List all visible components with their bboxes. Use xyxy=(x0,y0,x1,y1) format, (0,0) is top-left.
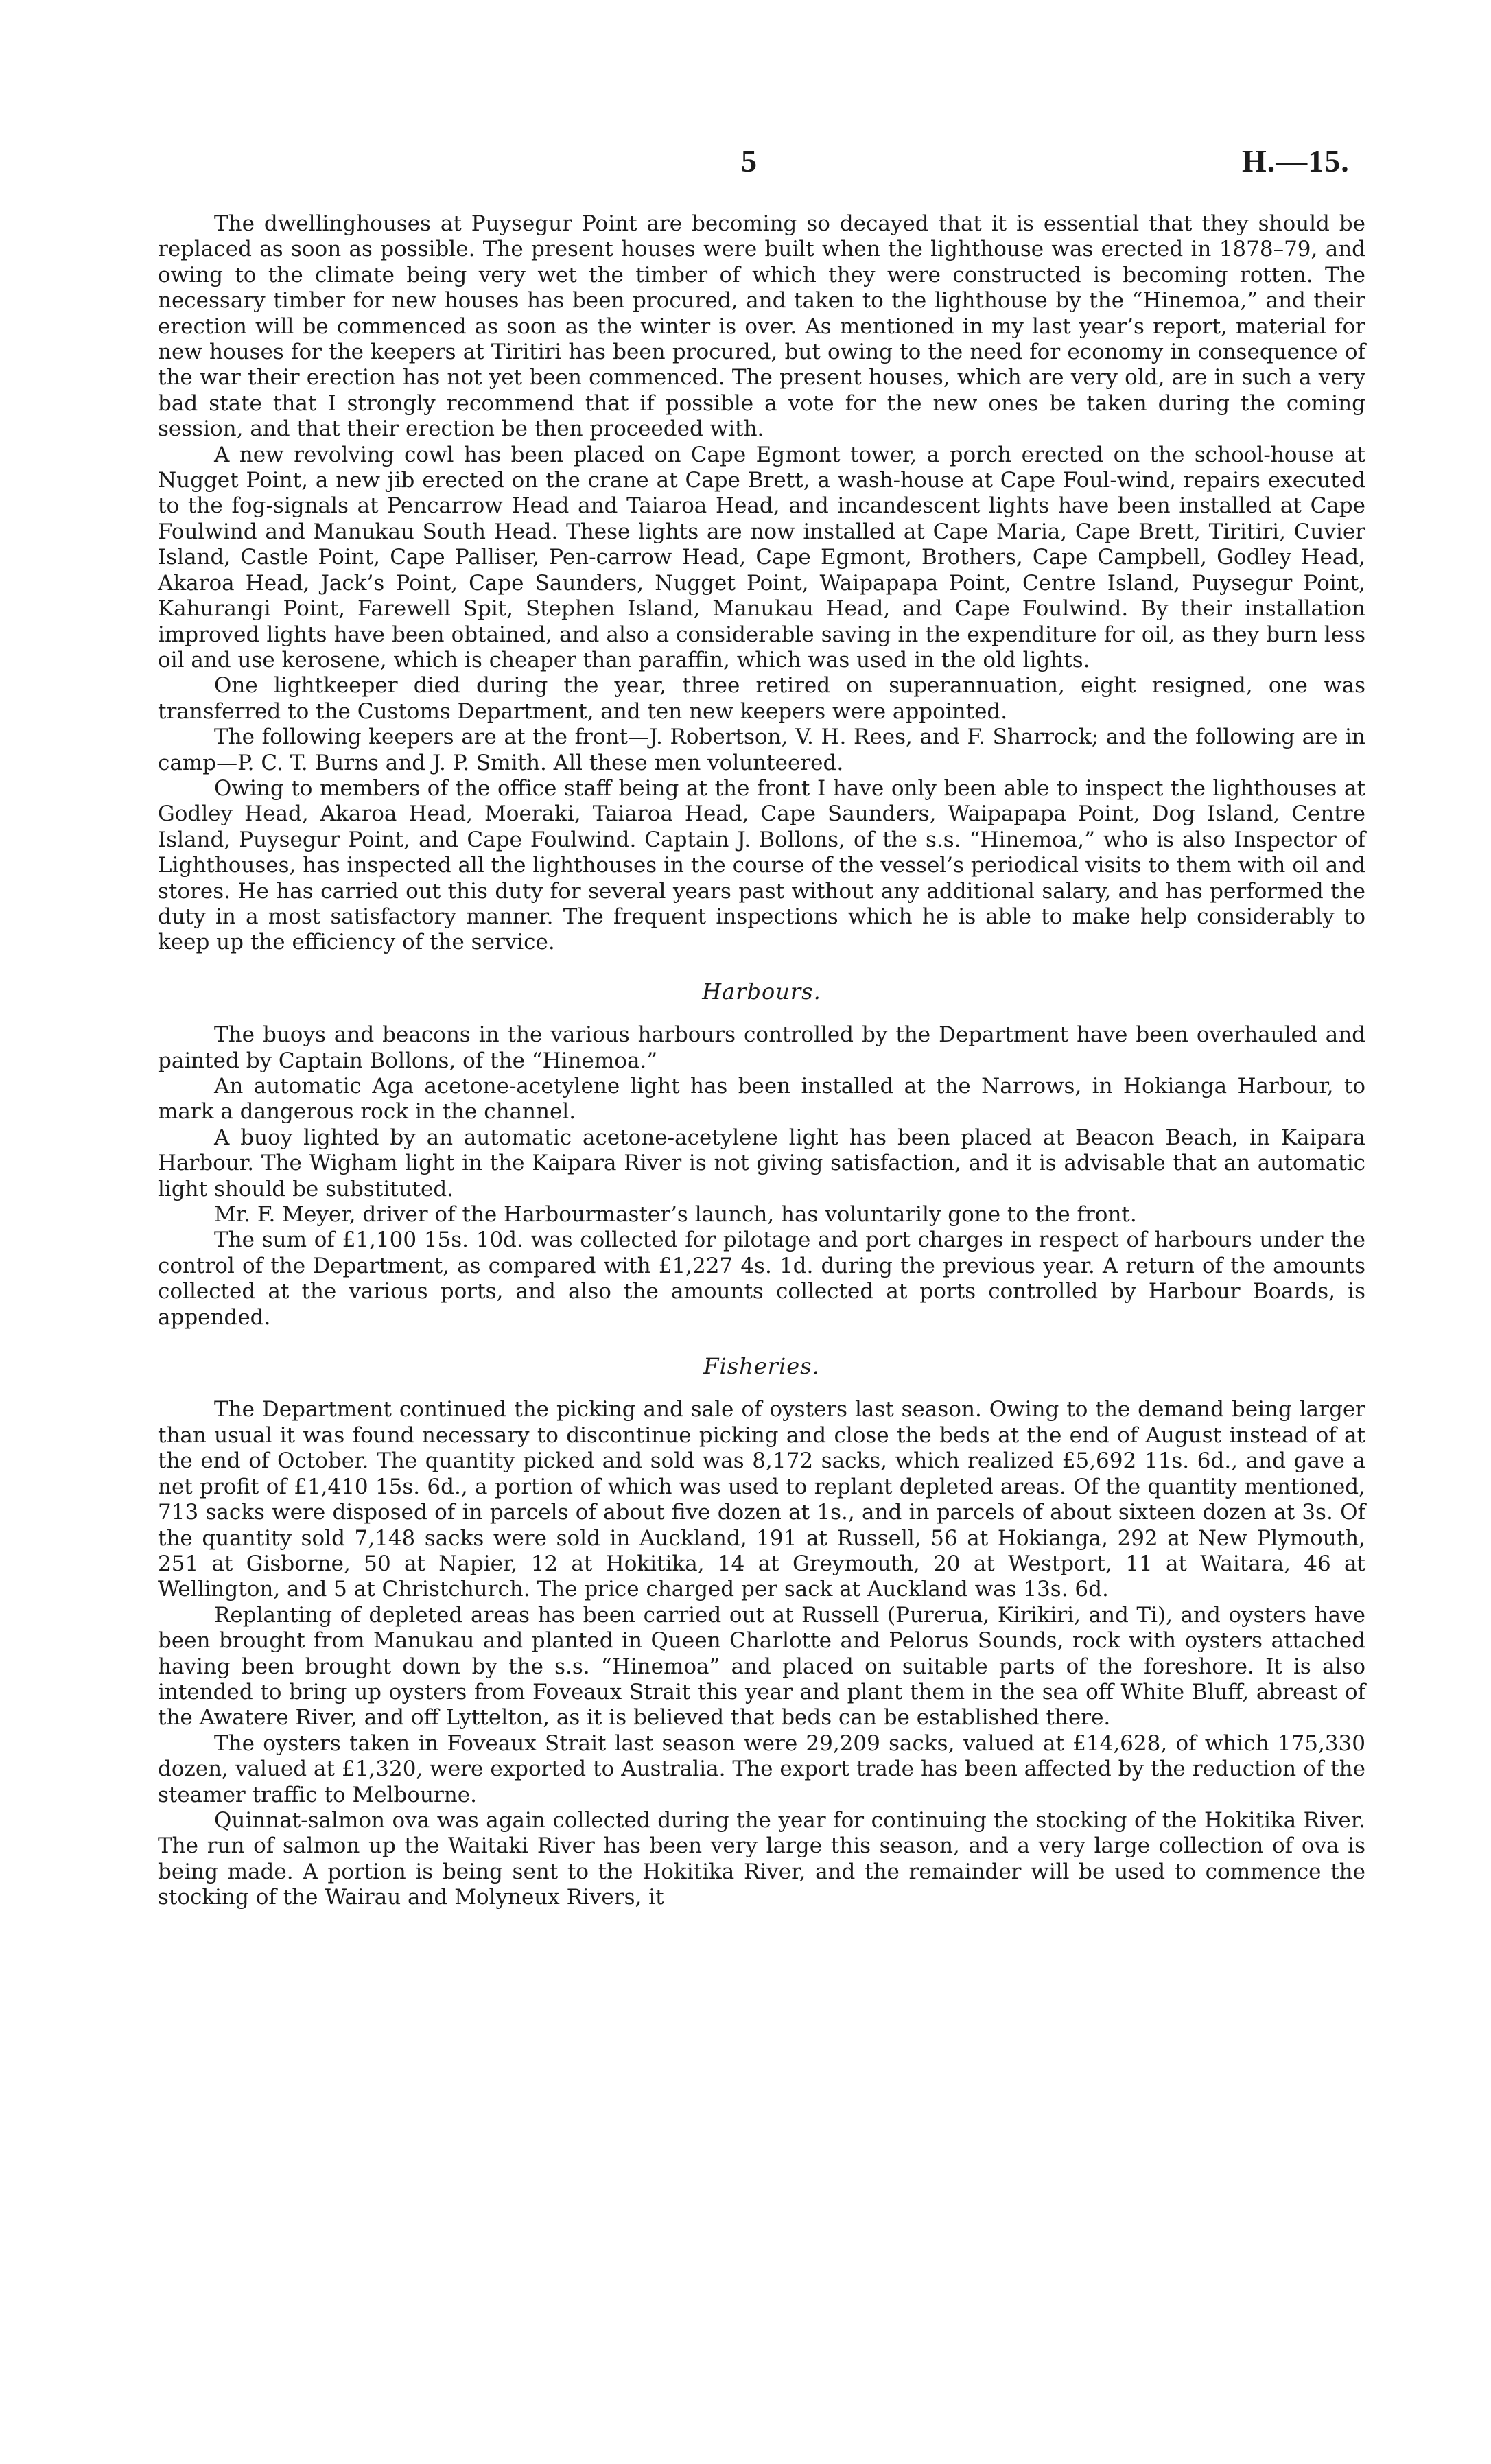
paragraph: Owing to members of the office staff being at the front I have only been able to inspect the lighthouses at Godley Head, Akaroa Head, Moeraki, Taiaroa Head, Cape Saunders, Waipapapa Point, Dog Island, Centre Island, Puysegur Point, and Cape Foulwind. Captain J. Bollons, of the s.s. “Hinemoa,” who is also Inspector of Lighthouses, has inspected all the lighthouses in the course of the vessel’s periodical visits to them with oil and stores. He has carried out this duty for several years past without any additional salary, and has performed the duty in a most satisfactory manner. The frequent inspections which he is able to make help considerably to keep up the efficiency of the service. xyxy=(158,775,1365,955)
paragraph: Quinnat-salmon ova was again collected during the year for continuing the stocking of the Hokitika River. The run of salmon up the Waitaki River has been very large this season, and a very large collection of ova is being made. A portion is being sent to the Hokitika River, and the remainder will be used to commence the stocking of the Wairau and Molyneux Rivers, it xyxy=(158,1807,1365,1910)
paragraph: The following keepers are at the front—J. Robertson, V. H. Rees, and F. Sharrock; and the following are in camp—P. C. T. Burns and J. P. Smith. All these men volunteered. xyxy=(158,725,1365,775)
paragraph: The sum of £1,100 15s. 10d. was collected for pilotage and port charges in respect of harbours under the control of the Department, as compared with £1,227 4s. 1d. during the previous year. A return of the amounts collected at the various ports, and also the amounts collected at ports controlled by Harbour Boards, is appended. xyxy=(158,1228,1365,1330)
document-body xyxy=(158,211,1365,1911)
paragraph: An automatic Aga acetone-acetylene light has been installed at the Narrows, in Hokianga Harbour, to mark a dangerous rock in the channel. xyxy=(158,1074,1365,1125)
paragraph: A buoy lighted by an automatic acetone-acetylene light has been placed at Beacon Beach, in Kaipara Harbour. The Wigham light in the Kaipara River is not giving satisfaction, and it is advisable that an automatic light should be substituted. xyxy=(158,1125,1365,1201)
page-reference: H.—15. xyxy=(1242,143,1350,178)
section-heading-harbours: Harbours. xyxy=(702,978,821,1005)
paragraph: Mr. F. Meyer, driver of the Harbourmaster’s launch, has voluntarily gone to the front. xyxy=(214,1202,1137,1228)
paragraph: The Department continued the picking and sale of oysters last season. Owing to the demand being larger than usual it was found necessary to discontinue picking and close the beds at the end of August instead of at the end of October. The quantity picked and sold was 8,172 sacks, which realized £5,692 11s. 6d., and gave a net profit of £1,410 15s. 6d., a portion of which was used to replant depleted areas. Of the quantity mentioned, 713 sacks were disposed of in parcels of about five dozen at 1s., and in parcels of about sixteen dozen at 3s. Of the quantity sold 7,148 sacks were sold in Auckland, 191 at Russell, 56 at Hokianga, 292 at New Plymouth, 251 at Gisborne, 50 at Napier, 12 at Hokitika, 14 at Greymouth, 20 at Westport, 11 at Waitara, 46 at Wellington, and 5 at Christchurch. The price charged per sack at Auckland was 13s. 6d. xyxy=(158,1397,1365,1602)
paragraph: The buoys and beacons in the various harbours controlled by the Department have been overhauled and painted by Captain Bollons, of the “Hinemoa.” xyxy=(158,1022,1365,1073)
paragraph: The oysters taken in Foveaux Strait last season were 29,209 sacks, valued at £14,628, of which 175,330 dozen, valued at £1,320, were exported to Australia. The export trade has been affected by the reduction of the steamer traffic to Melbourne. xyxy=(158,1730,1365,1807)
page-number: 5 xyxy=(741,143,757,178)
paragraph: Replanting of depleted areas has been carried out at Russell (Purerua, Kirikiri, and Ti), and oysters have been brought from Manukau and planted in Queen Charlotte and Pelorus Sounds, rock with oysters attached having been brought down by the s.s. “Hinemoa” and placed on suitable parts of the foreshore. It is also intended to bring up oysters from Foveaux Strait this year and plant them in the sea off White Bluff, abreast of the Awatere River, and off Lyttelton, as it is believed that beds can be established there. xyxy=(158,1602,1365,1730)
paragraph: The dwellinghouses at Puysegur Point are becoming so decayed that it is essential that they should be replaced as soon as possible. The present houses were built when the lighthouse was erected in 1878–79, and owing to the climate being very wet the timber of which they were constructed is becoming rotten. The necessary timber for new houses has been procured, and taken to the lighthouse by the “Hinemoa,” and their erection will be commenced as soon as the winter is over. As mentioned in my last year’s report, material for new houses for the keepers at Tiritiri has been procured, but owing to the need for economy in consequence of the war their erection has not yet been commenced. The present houses, which are very old, are in such a very bad state that I strongly recommend that if possible a vote for the new ones be taken during the coming session, and that their erection be then proceeded with. xyxy=(158,211,1365,442)
section-heading-fisheries: Fisheries. xyxy=(703,1353,820,1380)
paragraph: A new revolving cowl has been placed on Cape Egmont tower, a porch erected on the school-house at Nugget Point, a new jib erected on the crane at Cape Brett, a wash-house at Cape Foul-wind, repairs executed to the fog-signals at Pencarrow Head and Taiaroa Head, and incandescent lights have been installed at Cape Foulwind and Manukau South Head. These lights are now installed at Cape Maria, Cape Brett, Tiritiri, Cuvier Island, Castle Point, Cape Palliser, Pen-carrow Head, Cape Egmont, Brothers, Cape Campbell, Godley Head, Akaroa Head, Jack’s Point, Cape Saunders, Nugget Point, Waipapapa Point, Centre Island, Puysegur Point, Kahurangi Point, Farewell Spit, Stephen Island, Manukau Head, and Cape Foulwind. By their installation improved lights have been obtained, and also a considerable saving in the expenditure for oil, as they burn less oil and use kerosene, which is cheaper than paraffin, which was used in the old lights. xyxy=(158,442,1365,672)
paragraph: One lightkeeper died during the year, three retired on superannuation, eight resigned, one was transferred to the Customs Department, and ten new keepers were appointed. xyxy=(158,673,1365,724)
